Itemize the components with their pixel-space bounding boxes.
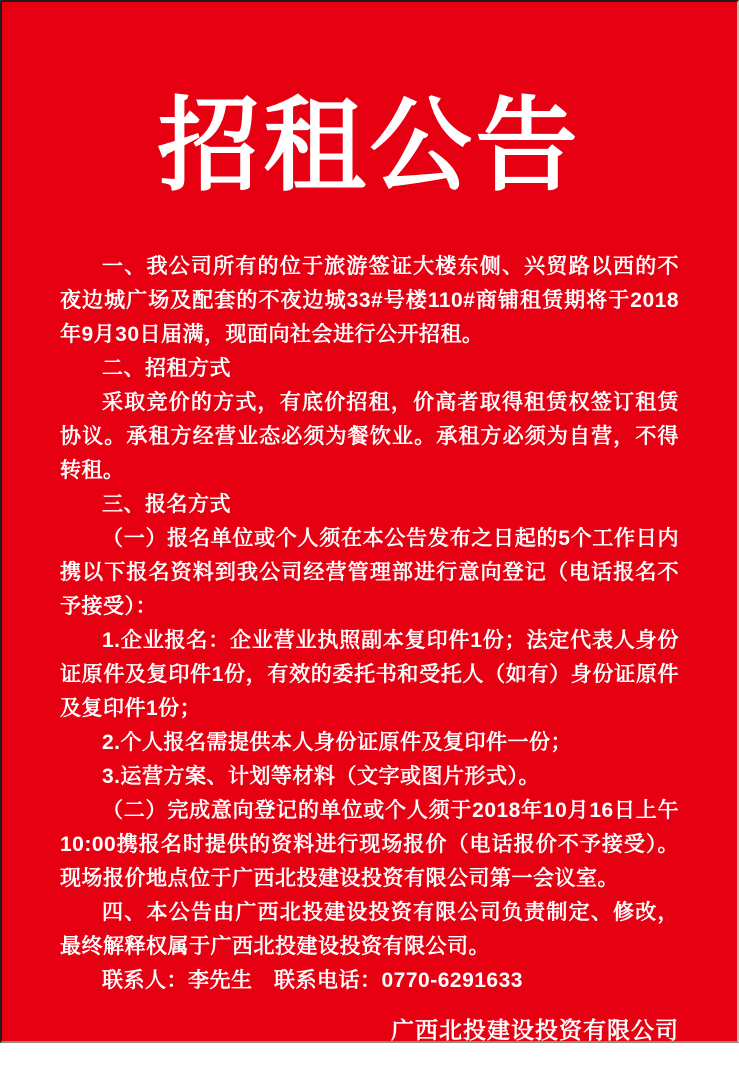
signature-block <box>391 1012 679 1084</box>
paragraph-bidding: （二）完成意向登记的单位或个人须于2018年10月16日上午10:00携报名时提供的资料进行现场报价（电话报价不予接受）。现场报价地点位于广西北投建设投资有限公司第一会议室。 <box>60 799 679 891</box>
paragraph-overview: 一、我公司所有的位于旅游签证大楼东侧、兴贸路以西的不夜边城广场及配套的不夜边城33#号楼110#商铺租赁期将于2018年9月30日届满，现面向社会进行公开招租。 <box>60 255 679 347</box>
contact-line: 联系人：李先生 联系电话：0770-6291633 <box>102 969 523 993</box>
paragraph-plan-docs: 3.运营方案、计划等材料（文字或图片形式）。 <box>102 765 541 789</box>
notice-body <box>60 250 679 998</box>
heading-registration: 三、报名方式 <box>102 493 231 517</box>
paragraph-interpretation: 四、本公告由广西北投建设投资有限公司负责制定、修改，最终解释权属于广西北投建设投资有限公司。 <box>60 901 679 959</box>
paragraph-individual-docs: 2.个人报名需提供本人身份证原件及复印件一份； <box>102 731 573 755</box>
heading-rental-method: 二、招租方式 <box>102 357 231 381</box>
paragraph-registration-1: （一）报名单位或个人须在本公告发布之日起的5个工作日内携以下报名资料到我公司经营管理部进行意向登记（电话报名不予接受）： <box>60 527 679 619</box>
page-title: 招租公告 <box>157 86 582 206</box>
signature-company: 广西北投建设投资有限公司 <box>391 1017 679 1044</box>
paragraph-enterprise-docs: 1.企业报名：企业营业执照副本复印件1份；法定代表人身份证原件及复印件1份，有效的委托书和受托人（如有）身份证原件及复印件1份； <box>60 629 679 721</box>
signature-date: 2018年9月30日 <box>450 1053 620 1080</box>
paragraph-rental-method: 采取竞价的方式，有底价招租，价高者取得租赁权签订租赁协议。承租方经营业态必须为餐饮业。承租方必须为自营，不得转租。 <box>60 391 679 483</box>
